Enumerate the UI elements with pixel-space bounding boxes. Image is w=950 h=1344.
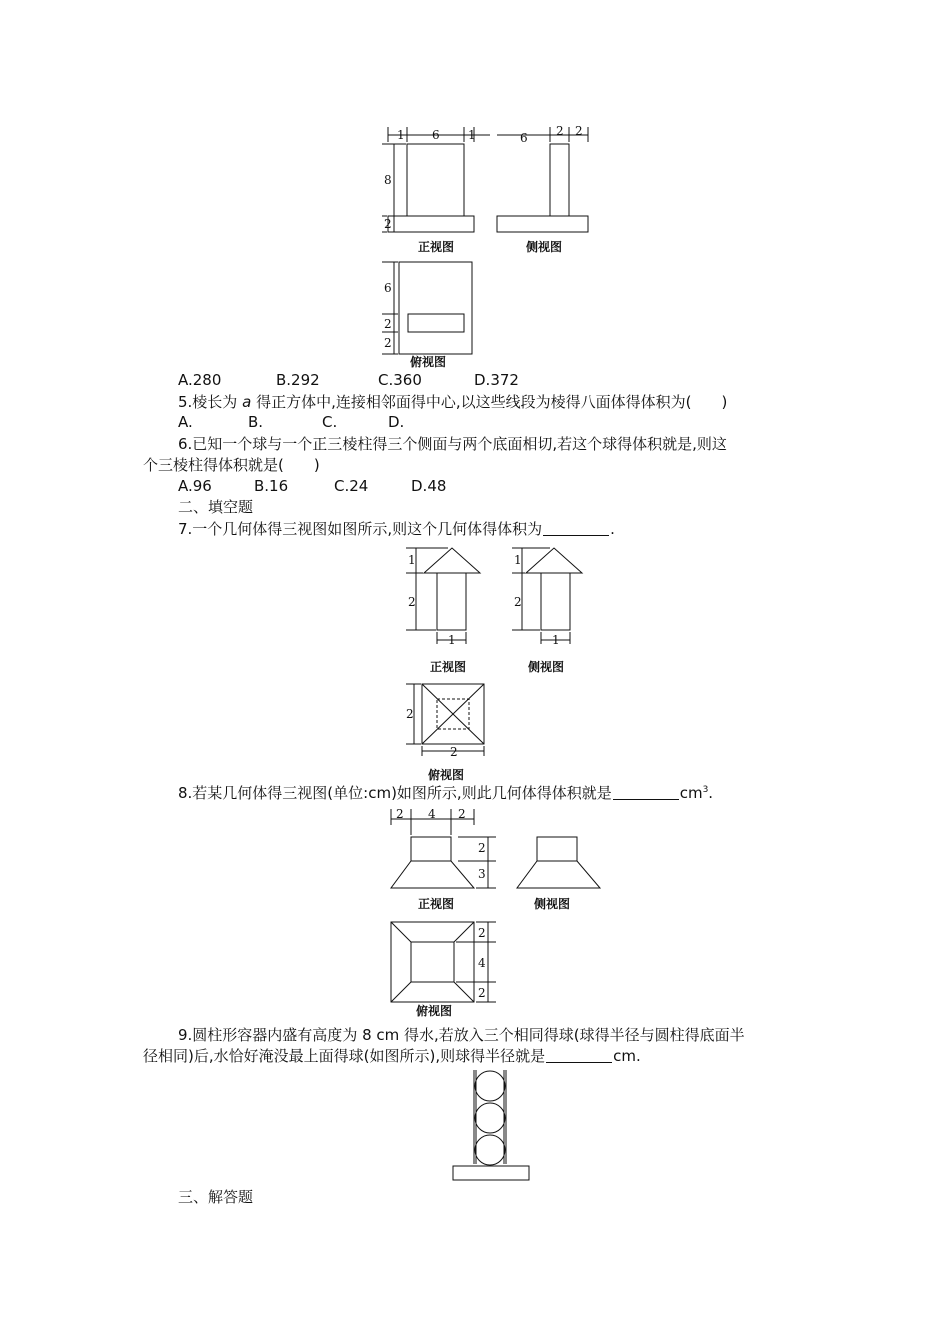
q7-top-view: [404, 680, 494, 784]
q9-cylinder-figure: [448, 1068, 534, 1184]
q7-side-view: [510, 544, 592, 676]
q5-choice-a: A.: [178, 413, 193, 431]
q4-front-view: [380, 124, 490, 256]
q4-choice-a: A.280: [178, 371, 222, 389]
q7-side-dim-h2: 2: [514, 595, 522, 609]
side-view-caption: 侧视图: [526, 240, 563, 254]
q8-side-caption: 侧视图: [534, 897, 571, 911]
q7-top-caption: 俯视图: [428, 768, 465, 782]
q6-choice-a: A.96: [178, 477, 212, 495]
q7-side-dim-h1: 1: [514, 553, 522, 567]
q4-choice-b: B.292: [276, 371, 320, 389]
q6-choice-b: B.16: [254, 477, 289, 495]
q8-text: 8.若某几何体得三视图(单位:cm)如图所示,则此几何体得体积就是 $cm^3$.: [178, 784, 714, 802]
q8-front-view: [388, 805, 500, 913]
q4-choice-c: C.360: [378, 371, 422, 389]
q7-top-dim-h: 2: [406, 707, 414, 721]
q5-choice-b: B.: [248, 413, 264, 431]
q7-side-caption: 侧视图: [528, 660, 565, 674]
front-dim-height-top: 8: [384, 173, 392, 187]
q4-top-view: [380, 258, 480, 372]
side-dim-width: 6: [520, 131, 528, 145]
q4-choice-d: D.372: [474, 371, 519, 389]
q6-choice-d: D.48: [411, 477, 447, 495]
q8-answer-blank[interactable]: [613, 784, 679, 800]
q8-top-dim-1: 2: [478, 926, 486, 940]
front-dim-height-base: 2: [384, 217, 392, 231]
section-fill-in: 二、填空题: [178, 498, 254, 516]
q8-top-caption: 俯视图: [416, 1004, 453, 1018]
q4-side-view: [492, 124, 596, 256]
q8-top-dim-2: 4: [478, 956, 486, 970]
q6-line1: 6.已知一个球与一个正三棱柱得三个侧面与两个底面相切,若这个球得体积就是,则这: [178, 435, 727, 453]
top-view-caption: 俯视图: [410, 355, 447, 369]
q6-line2: 个三棱柱得体积就是( ): [143, 456, 320, 474]
q8-top-view: [388, 918, 500, 1020]
side-dim-right: 2: [575, 124, 583, 138]
q7-front-dim-h1: 1: [408, 553, 416, 567]
q7-top-dim-w: 2: [450, 745, 458, 759]
front-dim-left: 1: [397, 128, 405, 142]
q8-top-dim-3: 2: [478, 986, 486, 1000]
top-dim-3: 2: [384, 336, 392, 350]
q6-choices: [178, 476, 446, 496]
section-answer: 三、解答题: [178, 1188, 254, 1206]
q7-front-dim-w: 1: [448, 633, 456, 647]
q7-answer-blank[interactable]: [543, 520, 609, 536]
front-view-caption: 正视图: [418, 240, 455, 254]
q8-front-dim-mid: 4: [428, 807, 436, 821]
q5-variable: a: [242, 393, 252, 411]
top-dim-2: 2: [384, 317, 392, 331]
q7-text: 7.一个几何体得三视图如图所示,则这个几何体得体积为 .: [178, 520, 615, 538]
q8-front-dim-h-top: 2: [478, 841, 486, 855]
q8-front-dim-h-bot: 3: [478, 867, 486, 881]
q5-choice-d: D.: [388, 413, 405, 431]
q9-line2: 径相同)后,水恰好淹没最上面得球(如图所示),则球得半径就是 cm.: [143, 1047, 641, 1065]
q7-front-dim-h2: 2: [408, 595, 416, 609]
q7-side-dim-w: 1: [552, 633, 560, 647]
q4-choices: [178, 370, 519, 390]
q5-choice-c: C.: [322, 413, 338, 431]
q7-front-view: [404, 544, 486, 676]
q8-front-dim-right: 2: [458, 807, 466, 821]
front-dim-mid: 6: [432, 128, 440, 142]
q8-front-caption: 正视图: [418, 897, 455, 911]
q9-answer-blank[interactable]: [546, 1047, 612, 1063]
top-dim-1: 6: [384, 281, 392, 295]
q8-side-view: [514, 805, 604, 913]
front-dim-right: 1: [468, 128, 476, 142]
q6-choice-c: C.24: [334, 477, 369, 495]
q8-front-dim-left: 2: [396, 807, 404, 821]
side-dim-mid: 2: [556, 124, 564, 138]
q9-line1: 9.圆柱形容器内盛有高度为 8 cm 得水,若放入三个相同得球(球得半径与圆柱得底面半: [178, 1026, 745, 1044]
q7-front-caption: 正视图: [430, 660, 467, 674]
q5-choices: [178, 412, 404, 432]
q5-text: 5.棱长为 a 得正方体中,连接相邻面得中心,以这些线段为棱得八面体得体积为( ): [178, 393, 728, 411]
